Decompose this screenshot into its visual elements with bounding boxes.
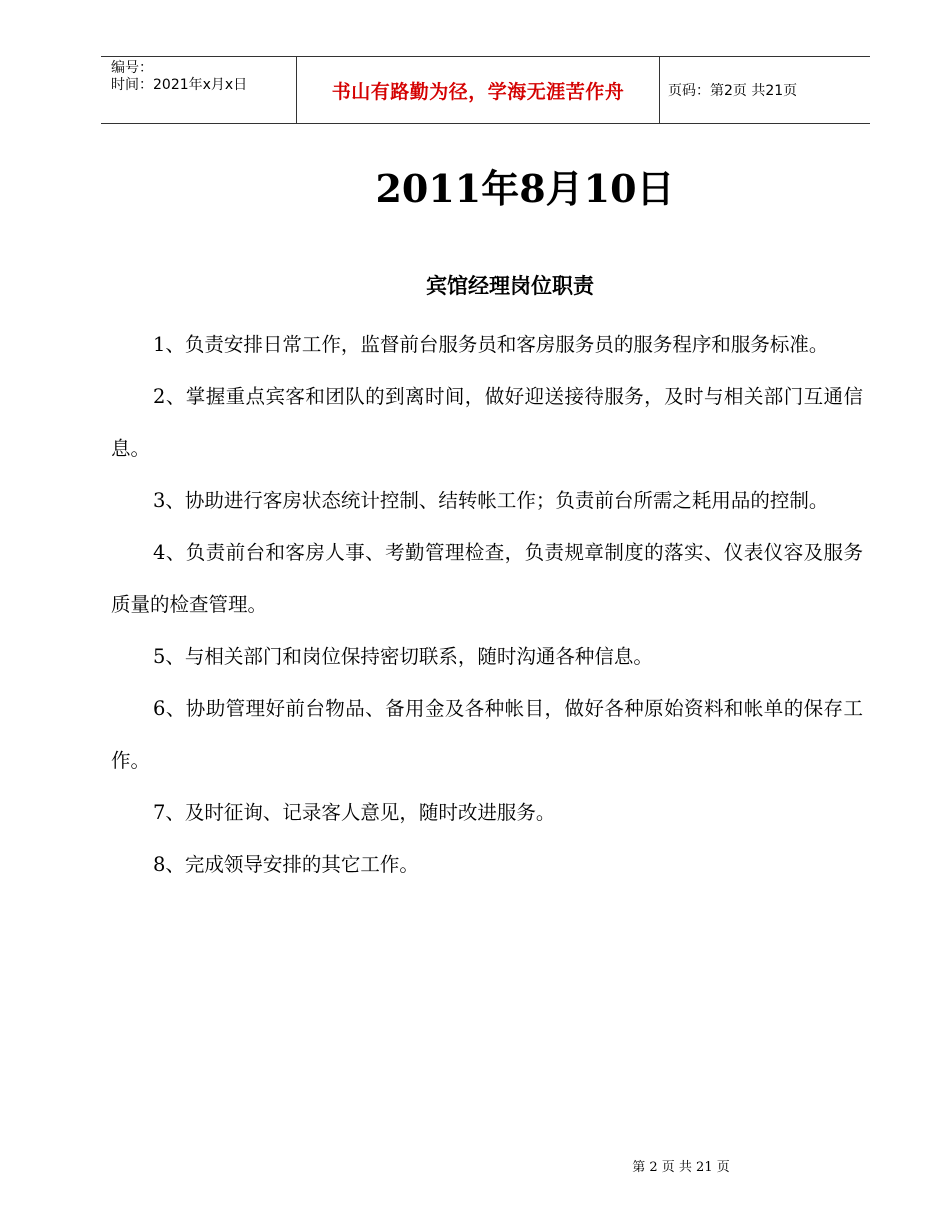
- header-page-info: [660, 57, 870, 123]
- duties-list: [111, 319, 863, 891]
- duty-item: 7、及时征询、记录客人意见，随时改进服务。: [153, 801, 556, 824]
- duty-item: 8、完成领导安排的其它工作。: [153, 853, 419, 876]
- header-meta: [101, 57, 297, 123]
- header-motto-cell: [297, 57, 660, 123]
- page-header: [101, 56, 870, 124]
- serial-number-label: 编号：: [111, 60, 153, 76]
- document-time: 时间：2021年x月x日: [111, 77, 248, 93]
- page-number-label: 页码：第2页 共21页: [668, 83, 798, 99]
- duty-item: 4、负责前台和客房人事、考勤管理检查，负责规章制度的落实、仪表仪容及服务质量的检查管理。: [111, 541, 863, 616]
- page-footer: 第 2 页 共 21 页: [632, 1160, 730, 1175]
- section-title: 宾馆经理岗位职责: [426, 273, 594, 298]
- duty-item: 6、协助管理好前台物品、备用金及各种帐目，做好各种原始资料和帐单的保存工作。: [111, 697, 863, 772]
- motto-text: 书山有路勤为径，学海无涯苦作舟: [331, 80, 625, 103]
- date-title: 2011年8月10日: [375, 166, 675, 211]
- duty-item: 5、与相关部门和岗位保持密切联系，随时沟通各种信息。: [153, 645, 653, 668]
- duty-item: 2、掌握重点宾客和团队的到离时间，做好迎送接待服务，及时与相关部门互通信息。: [111, 385, 863, 460]
- duty-item: 1、负责安排日常工作，监督前台服务员和客房服务员的服务程序和服务标准。: [153, 333, 829, 356]
- duty-item: 3、协助进行客房状态统计控制、结转帐工作；负责前台所需之耗用品的控制。: [153, 489, 829, 512]
